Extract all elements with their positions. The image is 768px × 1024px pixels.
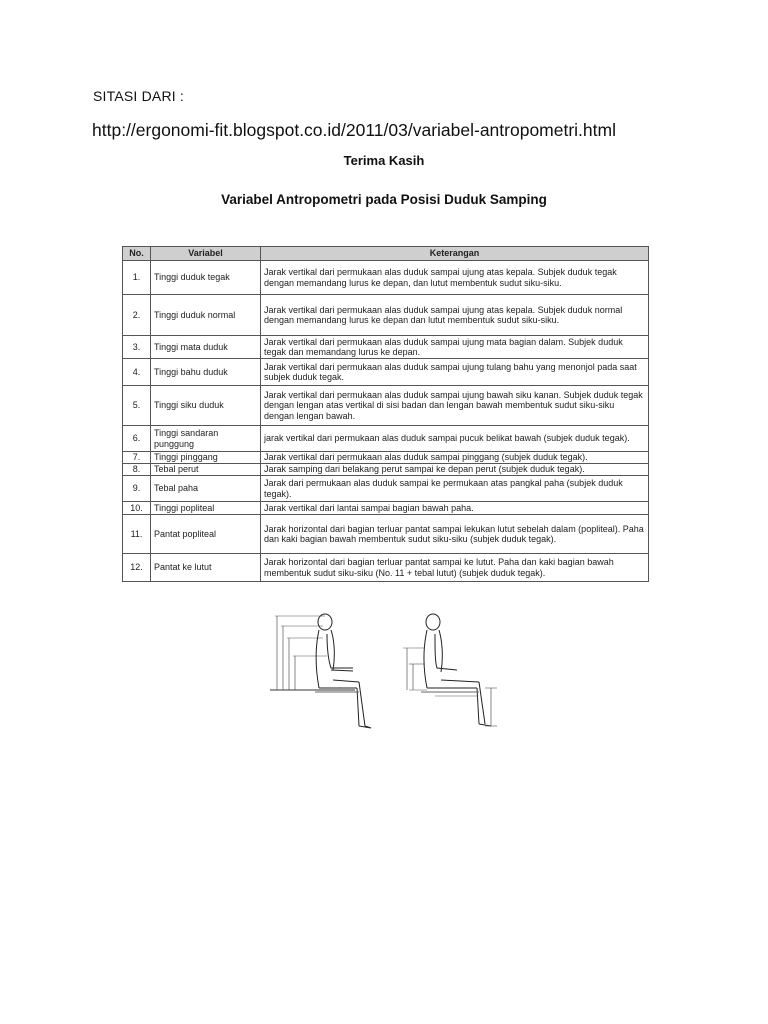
table-row (123, 502, 649, 515)
row-keterangan: Jarak samping dari belakang perut sampai ke depan perut (subjek duduk tegak). (261, 464, 649, 476)
table-row (123, 386, 649, 426)
anthropometry-table (122, 246, 649, 582)
row-no: 7. (123, 452, 151, 464)
row-keterangan: jarak vertikal dari permukaan alas duduk sampai pucuk belikat bawah (subjek duduk tegak). (261, 426, 649, 452)
row-no: 10. (123, 502, 151, 515)
row-variabel: Tinggi siku duduk (151, 386, 261, 426)
row-no: 2. (123, 295, 151, 336)
row-no: 4. (123, 359, 151, 386)
left-seated-figure (270, 614, 371, 728)
document-title: Variabel Antropometri pada Posisi Duduk Samping (221, 192, 547, 207)
row-keterangan: Jarak vertikal dari lantai sampai bagian bawah paha. (261, 502, 649, 515)
right-seated-figure (403, 614, 497, 726)
table-header-row (123, 247, 649, 261)
row-no: 3. (123, 336, 151, 359)
table-row (123, 426, 649, 452)
table-row (123, 336, 649, 359)
row-keterangan: Jarak vertikal dari permukaan alas duduk sampai pinggang (subjek duduk tegak). (261, 452, 649, 464)
row-keterangan: Jarak vertikal dari permukaan alas duduk sampai ujung atas kepala. Subjek duduk tegak dengan memandang lurus ke depan, dan lutut membentuk sudut siku-siku. (261, 261, 649, 295)
row-variabel: Pantat popliteal (151, 515, 261, 554)
citation-label: SITASI DARI : (93, 88, 185, 104)
table-row (123, 515, 649, 554)
row-variabel: Tebal paha (151, 476, 261, 502)
row-variabel: Tinggi pinggang (151, 452, 261, 464)
row-no: 12. (123, 554, 151, 582)
row-no: 6. (123, 426, 151, 452)
row-variabel: Tebal perut (151, 464, 261, 476)
citation-url[interactable]: http://ergonomi-fit.blogspot.co.id/2011/03/variabel-antropometri.html (92, 120, 616, 140)
table-row (123, 261, 649, 295)
table-row (123, 464, 649, 476)
table-row (123, 554, 649, 582)
row-keterangan: Jarak vertikal dari permukaan alas duduk sampai ujung bawah siku kanan. Subjek duduk tegak dengan lengan atas vertikal di sisi badan dan lengan bawah membentuk sudut siku-siku dengan lengan bawah. (261, 386, 649, 426)
table-row (123, 476, 649, 502)
table-row (123, 295, 649, 336)
row-no: 9. (123, 476, 151, 502)
row-variabel: Pantat ke lutut (151, 554, 261, 582)
header-variabel: Variabel (151, 247, 261, 261)
row-keterangan: Jarak vertikal dari permukaan alas duduk sampai ujung mata bagian dalam. Subjek duduk tegak dan memandang lurus ke depan. (261, 336, 649, 359)
header-no: No. (123, 247, 151, 261)
row-no: 1. (123, 261, 151, 295)
row-variabel: Tinggi popliteal (151, 502, 261, 515)
row-no: 8. (123, 464, 151, 476)
row-variabel: Tinggi duduk tegak (151, 261, 261, 295)
seated-posture-figures (265, 608, 520, 736)
row-variabel: Tinggi duduk normal (151, 295, 261, 336)
table-row (123, 452, 649, 464)
row-keterangan: Jarak vertikal dari permukaan alas duduk sampai ujung atas kepala. Subjek duduk normal dengan memandang lurus ke depan dan lutut membentuk sudut siku-siku. (261, 295, 649, 336)
row-keterangan: Jarak dari permukaan alas duduk sampai ke permukaan atas pangkal paha (subjek duduk tegak). (261, 476, 649, 502)
table-row (123, 359, 649, 386)
row-variabel: Tinggi sandaran punggung (151, 426, 261, 452)
row-keterangan: Jarak horizontal dari bagian terluar pantat sampai lekukan lutut sebelah dalam (popliteal). Paha dan kaki bagian bawah membentuk sudut siku-siku (subjek duduk tegak). (261, 515, 649, 554)
row-no: 5. (123, 386, 151, 426)
header-keterangan: Keterangan (261, 247, 649, 261)
row-keterangan: Jarak vertikal dari permukaan alas duduk sampai ujung tulang bahu yang menonjol pada saat subjek duduk tegak. (261, 359, 649, 386)
row-keterangan: Jarak horizontal dari bagian terluar pantat sampai ke lutut. Paha dan kaki bagian bawah membentuk sudut siku-siku (No. 11 + tebal lutut) (subjek duduk tegak). (261, 554, 649, 582)
row-variabel: Tinggi bahu duduk (151, 359, 261, 386)
row-no: 11. (123, 515, 151, 554)
thanks-heading: Terima Kasih (343, 153, 425, 168)
row-variabel: Tinggi mata duduk (151, 336, 261, 359)
